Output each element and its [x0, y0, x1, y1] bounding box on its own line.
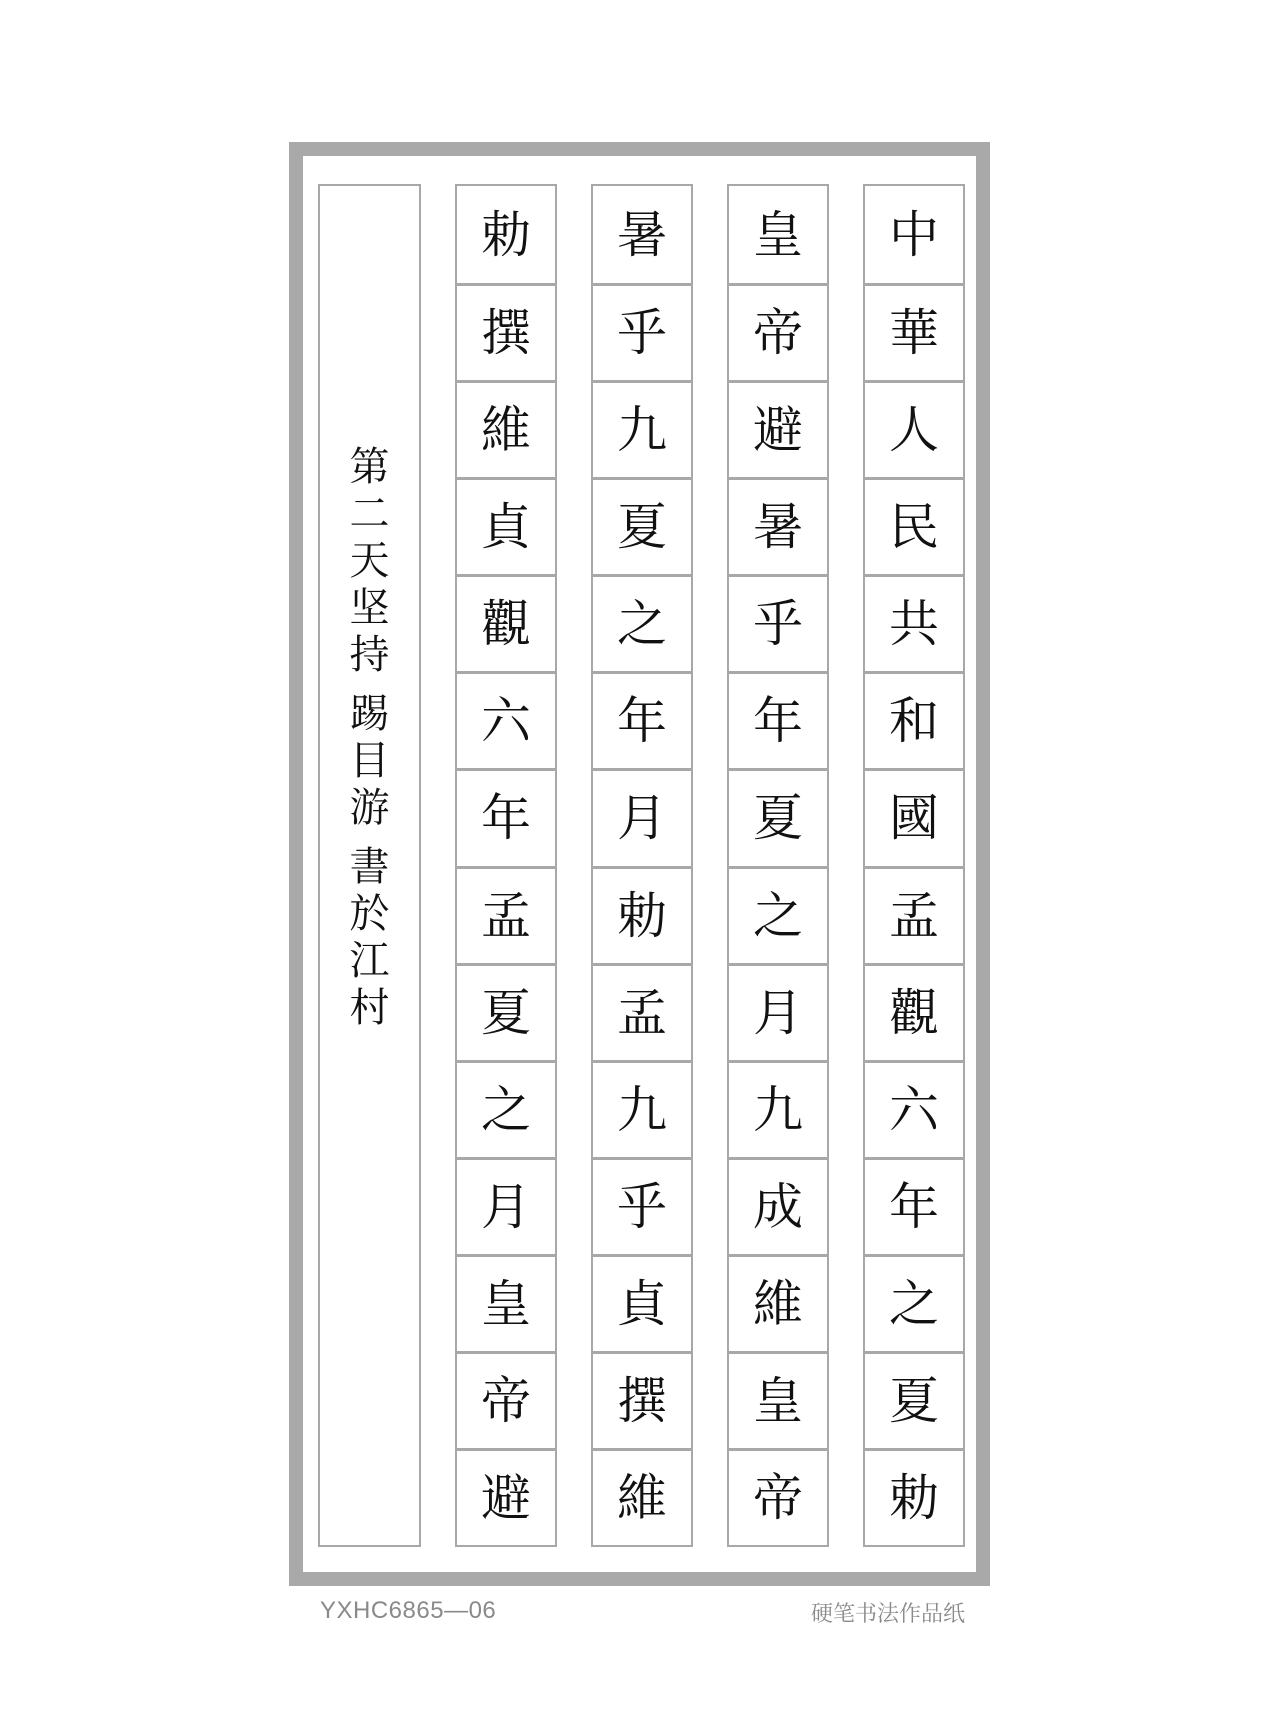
grid-cell-character: 年	[729, 671, 827, 768]
grid-cell-character: 孟	[865, 866, 963, 963]
grid-cell-character: 維	[593, 1448, 691, 1545]
signature-character: 村	[349, 985, 390, 1031]
signature-character: 天	[349, 538, 390, 584]
paper-title: 硬笔书法作品纸	[810, 1601, 965, 1626]
grid-cell-character: 之	[729, 866, 827, 963]
grid-cell-character: 人	[865, 380, 963, 477]
grid-cell-character: 觀	[457, 574, 555, 671]
signature-character: 持	[349, 632, 390, 678]
grid-cell-character: 九	[593, 380, 691, 477]
signature-character: 第	[349, 444, 390, 490]
grid-cell-character: 年	[593, 671, 691, 768]
grid-cell-character: 貞	[593, 1254, 691, 1351]
grid-cell-character: 帝	[457, 1351, 555, 1448]
grid-cell-character: 避	[457, 1448, 555, 1545]
grid-cell-character: 勅	[481, 205, 531, 264]
grid-cell-character: 貞	[457, 477, 555, 574]
text-column-4	[455, 184, 557, 1547]
signature-column	[318, 184, 421, 1547]
grid-cell-character: 和	[865, 671, 963, 768]
grid-cell-character: 之	[457, 1060, 555, 1157]
grid-cell-character: 共	[865, 574, 963, 671]
signature-character: 坚	[349, 585, 390, 631]
grid-cell-character: 九	[729, 1060, 827, 1157]
grid-cell-character: 乎	[593, 283, 691, 380]
grid-cell-character: 夏	[865, 1351, 963, 1448]
signature-character: 二	[349, 491, 390, 537]
grid-cell-character: 維	[457, 380, 555, 477]
grid-cell-character: 六	[457, 671, 555, 768]
grid-cell-character: 維	[729, 1254, 827, 1351]
grid-cell-character: 帝	[729, 1448, 827, 1545]
text-column-2	[727, 184, 829, 1547]
grid-cell-character: 暑	[729, 477, 827, 574]
grid-cell-character: 乎	[593, 1157, 691, 1254]
grid-cell-character: 成	[729, 1157, 827, 1254]
grid-cell-character: 中	[889, 205, 939, 264]
grid-cell-character: 避	[729, 380, 827, 477]
product-code: YXHC6865—06	[320, 1597, 497, 1624]
grid-cell-character: 月	[729, 963, 827, 1060]
grid-cell-character: 夏	[729, 768, 827, 865]
grid-cell-character: 月	[457, 1157, 555, 1254]
signature-character: 目	[349, 738, 390, 784]
text-column-3	[591, 184, 693, 1547]
grid-cell-character: 華	[865, 283, 963, 380]
grid-cell-character: 孟	[593, 963, 691, 1060]
grid-cell-character: 暑	[617, 205, 667, 264]
grid-cell-character: 撰	[593, 1351, 691, 1448]
grid-cell-character: 勅	[865, 1448, 963, 1545]
signature-character: 書	[349, 844, 390, 890]
grid-cell-character: 夏	[457, 963, 555, 1060]
grid-cell-character: 年	[865, 1157, 963, 1254]
grid-cell-character: 帝	[729, 283, 827, 380]
grid-cell-character: 觀	[865, 963, 963, 1060]
grid-cell-character: 國	[865, 768, 963, 865]
grid-cell-character: 皇	[457, 1254, 555, 1351]
signature-character: 踢	[349, 691, 390, 737]
grid-cell-character: 勅	[593, 866, 691, 963]
grid-cell-character: 民	[865, 477, 963, 574]
signature-character: 游	[349, 785, 390, 831]
signature-character: 於	[349, 891, 390, 937]
grid-cell-character: 六	[865, 1060, 963, 1157]
grid-cell-character: 皇	[729, 1351, 827, 1448]
grid-cell-character: 乎	[729, 574, 827, 671]
grid-cell-character: 撰	[457, 283, 555, 380]
grid-cell-character: 之	[593, 574, 691, 671]
grid-cell-character: 皇	[753, 205, 803, 264]
grid-cell-character: 年	[457, 768, 555, 865]
grid-cell-character: 九	[593, 1060, 691, 1157]
grid-cell-character: 孟	[457, 866, 555, 963]
text-column-1	[863, 184, 965, 1547]
grid-cell-character: 之	[865, 1254, 963, 1351]
signature-text	[320, 444, 419, 1032]
grid-cell-character: 月	[593, 768, 691, 865]
signature-character: 江	[349, 938, 390, 984]
grid-cell-character: 夏	[593, 477, 691, 574]
